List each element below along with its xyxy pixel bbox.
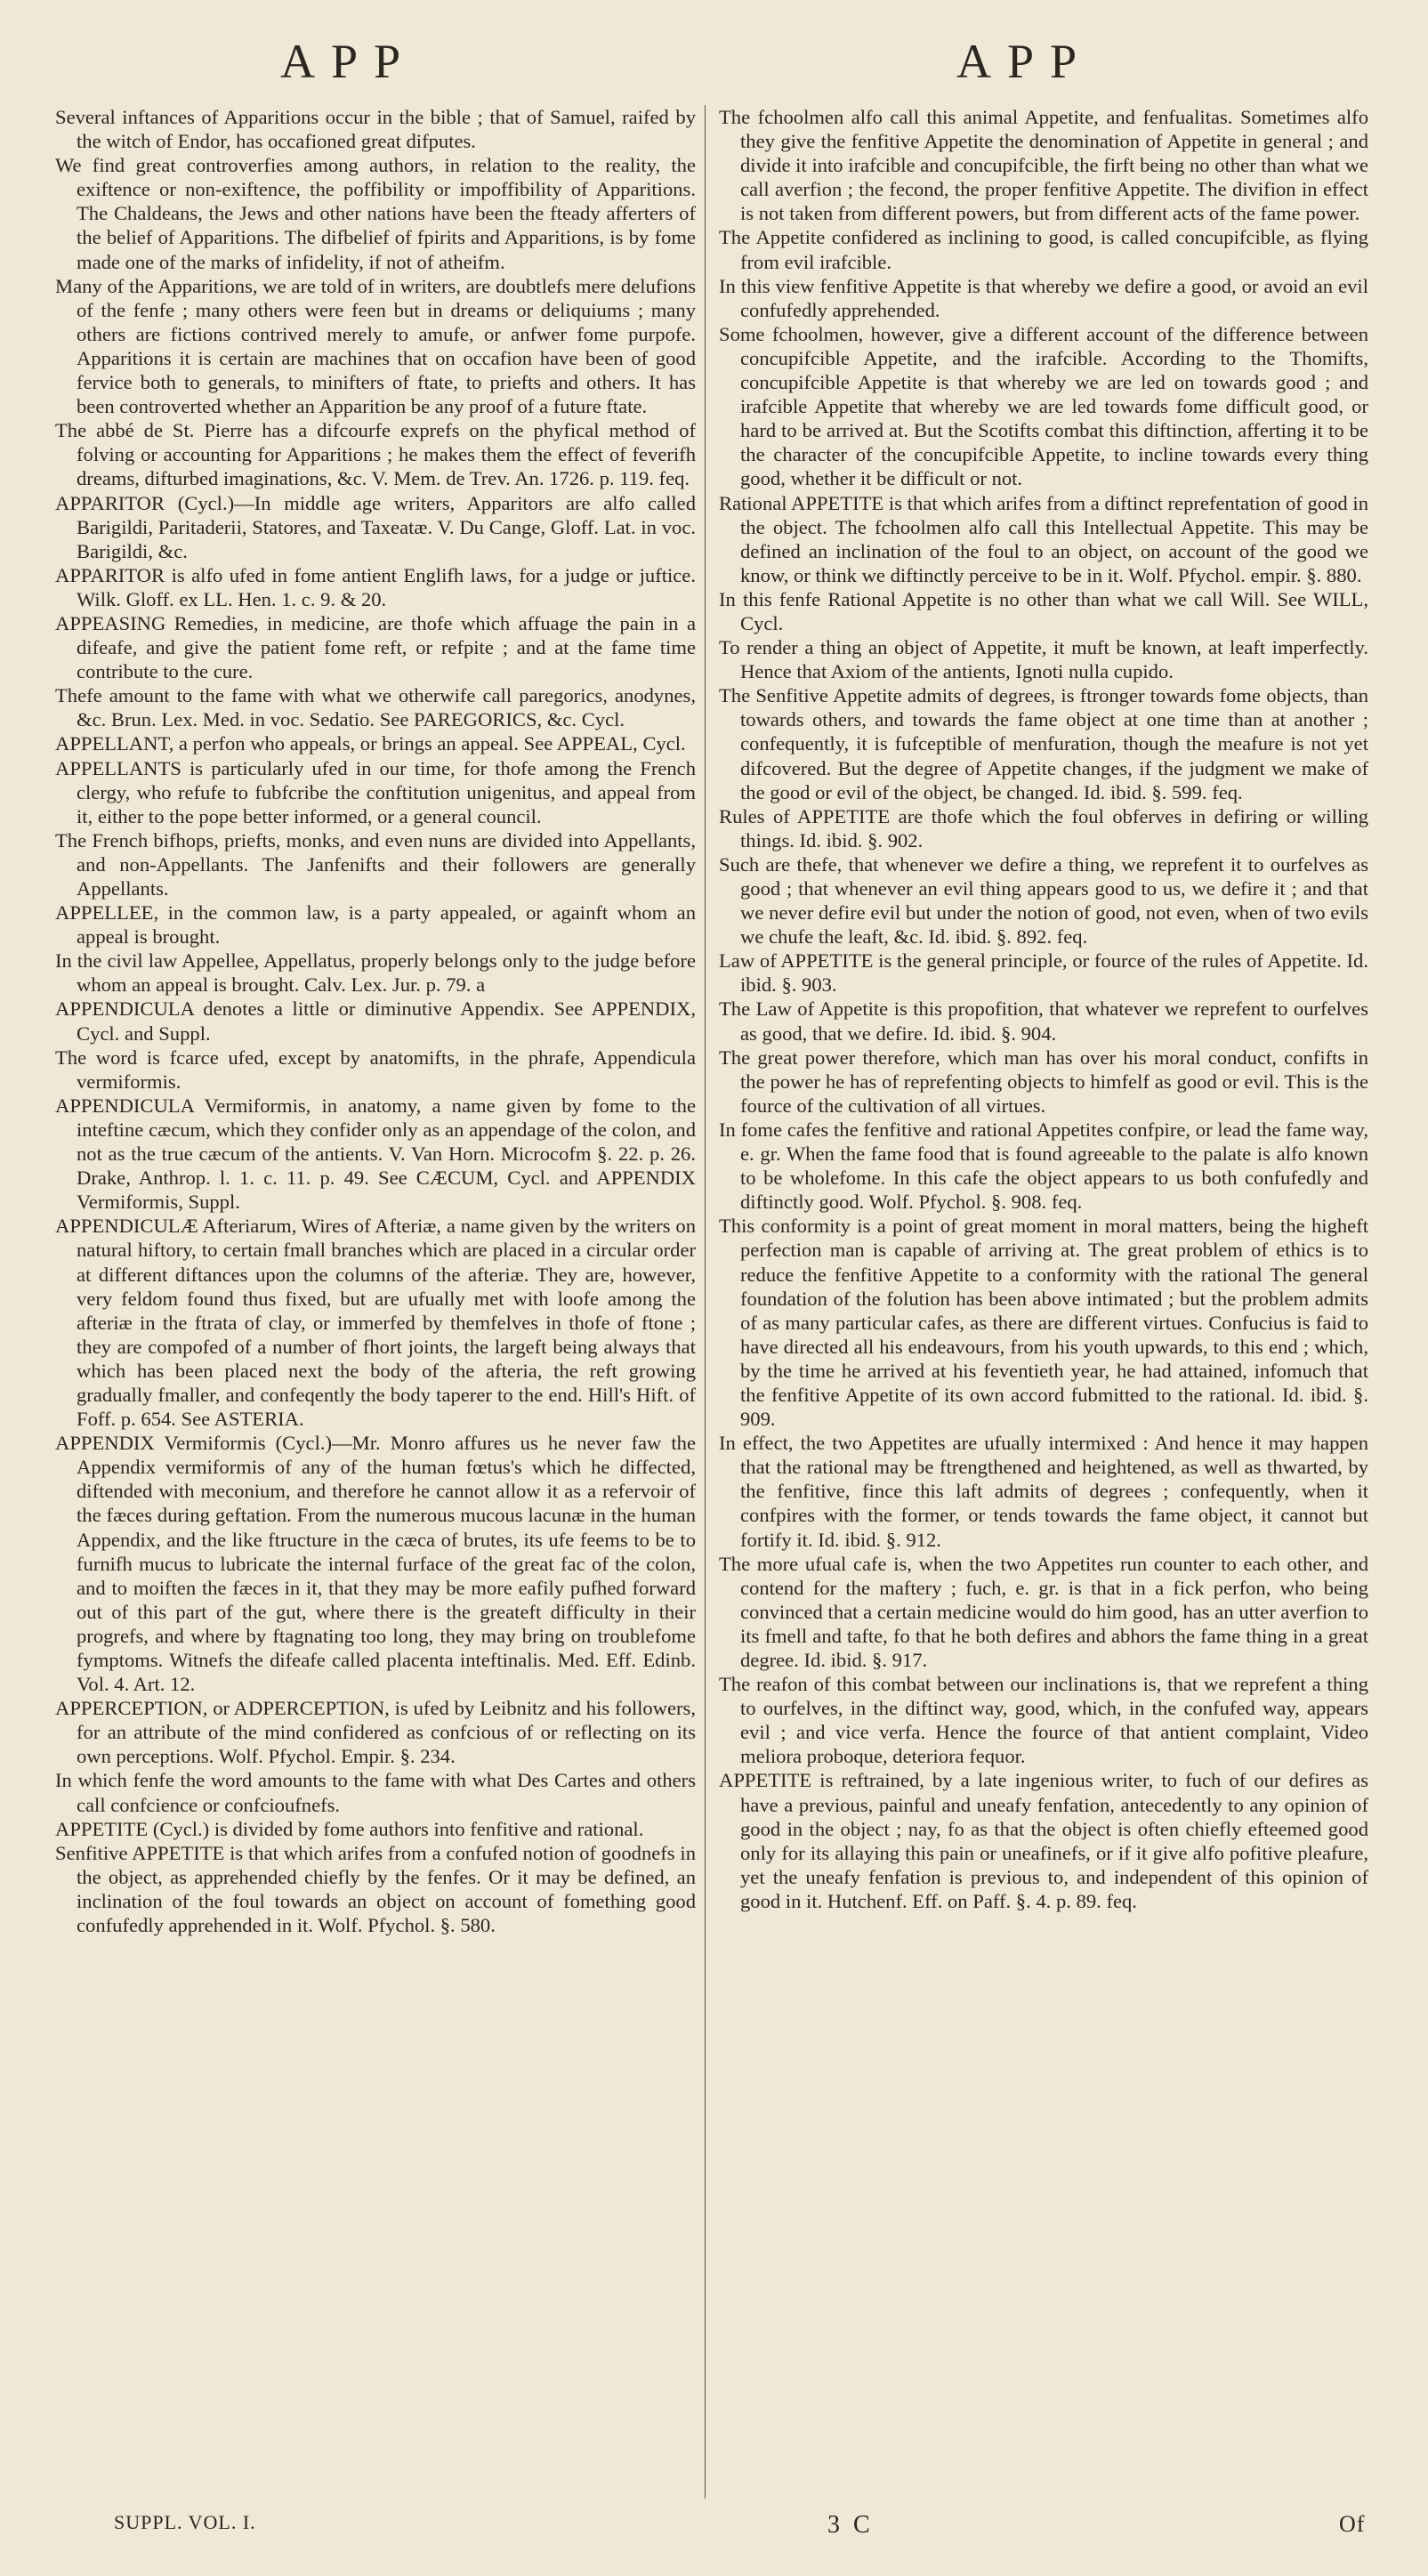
paragraph: APPENDICULA denotes a little or diminutive Appendix. See APPENDIX, Cycl. and Suppl. bbox=[55, 997, 696, 1045]
paragraph: In fome cafes the fenfitive and rational Appetites confpire, or lead the fame way, e. gr. When the fame food that is found agreeable to the palate is alfo known to be wholefome. In this cafe the object appears to us both confufedly and diftinctly good. Wolf. Pfychol. §. 908. feq. bbox=[719, 1118, 1368, 1214]
running-head-right: APP bbox=[956, 35, 1093, 88]
paragraph: Thefe amount to the fame with what we otherwife call paregorics, anodynes, &c. Brun. Lex. Med. in voc. Sedatio. See PAREGORICS, &c. Cycl. bbox=[55, 684, 696, 731]
paragraph: Senfitive APPETITE is that which arifes from a confufed notion of goodnefs in the object, as apprehended chiefly by the fenfes. Or it may be defined, an inclination of the foul towards an object on account of fomething good confufedly apprehended in it. Wolf. Pfychol. §. 580. bbox=[55, 1841, 696, 1937]
paragraph: APPARITOR (Cycl.)—In middle age writers, Apparitors are alfo called Barigildi, Paritaderii, Statores, and Taxeatæ. V. Du Cange, Gloff. Lat. in voc. Barigildi, &c. bbox=[55, 491, 696, 562]
paragraph: We find great controverfies among authors, in relation to the reality, the exiftence or non-exiftence, the poffibility or impoffibility of Apparitions. The Chaldeans, the Jews and other nations have been the fteady afferters of the belief of Apparitions. The difbelief of fpirits and Apparitions, is by fome made one of the marks of infidelity, if not of atheifm. bbox=[55, 154, 696, 273]
paragraph: Rational APPETITE is that which arifes from a diftinct reprefentation of good in the object. The fchoolmen alfo call this Intellectual Appetite. This may be defined an inclination of the foul to an object, on account of the good we know, or think we diftinctly perceive to be in it. Wolf. Pfychol. empir. §. 880. bbox=[719, 491, 1368, 586]
paragraph: In this view fenfitive Appetite is that whereby we defire a good, or avoid an evil confufedly apprehended. bbox=[719, 274, 1368, 321]
left-column bbox=[55, 105, 696, 1937]
running-head-left: APP bbox=[280, 35, 417, 88]
paragraph: Several inftances of Apparitions occur in the bible ; that of Samuel, raifed by the witch of Endor, has occafioned great difputes. bbox=[55, 106, 696, 153]
column-divider bbox=[705, 105, 706, 2499]
paragraph: The Law of Appetite is this propofition, that whatever we reprefent to ourfelves as good, that we defire. Id. ibid. §. 904. bbox=[719, 997, 1368, 1045]
paragraph: APPELLEE, in the common law, is a party appealed, or againft whom an appeal is brought. bbox=[55, 901, 696, 949]
paragraph: This conformity is a point of great moment in moral matters, being the higheft perfection man is capable of arriving at. The great problem of ethics is to reduce the fenfitive Appetite to a conformity with the rational The general foundation of the folution has been above intimated ; but the problem admits of as many particular cafes, as there are different virtues. Confucius is faid to have directed all his endeavours, from his youth upwards, to this end ; which, by the time he arrived at his feventieth year, he had attained, infomuch that the fenfitive Appetite of its own accord fubmitted to the rational. Id. ibid. §. 909. bbox=[719, 1215, 1368, 1431]
paragraph: The Appetite confidered as inclining to good, is called concupifcible, as flying from evil irafcible. bbox=[719, 226, 1368, 273]
paragraph: APPELLANTS is particularly ufed in our time, for thofe among the French clergy, who refufe to fubfcribe the conftitution unigenitus, and appeal from it, either to the pope better informed, or a general council. bbox=[55, 756, 696, 828]
paragraph: To render a thing an object of Appetite, it muft be known, at leaft imperfectly. Hence that Axiom of the antients, Ignoti nulla cupido. bbox=[719, 636, 1368, 683]
paragraph: The word is fcarce ufed, except by anatomifts, in the phrafe, Appendicula vermiformis. bbox=[55, 1046, 696, 1093]
paragraph: APPEASING Remedies, in medicine, are thofe which affuage the pain in a difeafe, and give the patient fome reft, or refpite ; and at the fame time contribute to the cure. bbox=[55, 611, 696, 683]
footer-signature: 3 C bbox=[827, 2511, 874, 2539]
paragraph: APPETITE is reftrained, by a late ingenious writer, to fuch of our defires as have a previous, painful and uneafy fenfation, antecedently to any opinion of good in the object ; nay, fo as that the object is often chiefly efteemed good only for its allaying this pain or uneafinefs, or if it give alfo pofitive pleafure, yet the uneafy fenfation is previous to, and independent of this opinion of good in it. Hutchenf. Eff. on Paff. §. 4. p. 89. feq. bbox=[719, 1769, 1368, 1912]
paragraph: The French bifhops, priefts, monks, and even nuns are divided into Appellants, and non-Appellants. The Janfenifts and their followers are generally Appellants. bbox=[55, 828, 696, 900]
paragraph: In effect, the two Appetites are ufually intermixed : And hence it may happen that the rational may be ftrengthened and heightened, as well as thwarted, by the fenfitive, fince this laft admits of degrees ; confequently, when it confpires with the former, or tends towards the fame object, it cannot but fortify it. Id. ibid. §. 912. bbox=[719, 1432, 1368, 1551]
paragraph: The great power therefore, which man has over his moral conduct, confifts in the power he has of reprefenting objects to himfelf as good or evil. This is the fource of the cultivation of all virtues. bbox=[719, 1046, 1368, 1117]
paragraph: APPENDICULA Vermiformis, in anatomy, a name given by fome to the inteftine cæcum, which they confider only as an appendage of the colon, and not as the true cæcum of the antients. V. Van Horn. Microcofm §. 22. p. 26. Drake, Anthrop. l. 1. c. 11. p. 49. See CÆCUM, Cycl. and APPENDIX Vermiformis, Suppl. bbox=[55, 1094, 696, 1214]
paragraph: The more ufual cafe is, when the two Appetites run counter to each other, and contend for the maftery ; fuch, e. gr. is that in a fick perfon, who being convinced that a certain medicine would do him good, has an utter averfion to its fmell and tafte, fo that he both defires and abhors the fame thing in a great degree. Id. ibid. §. 917. bbox=[719, 1552, 1368, 1671]
paragraph: Many of the Apparitions, we are told of in writers, are doubtlefs mere delufions of the fenfe ; many others were feen but in dreams or deliquiums ; many others are fictions contrived merely to amufe, or anfwer fome purpofe. Apparitions it is certain are machines that on occafion have been of good fervice both to generals, to minifters of ftate, to priefts and others. It has been controverted whether an Apparition be any proof of a future ftate. bbox=[55, 274, 696, 418]
paragraph: APPELLANT, a perfon who appeals, or brings an appeal. See APPEAL, Cycl. bbox=[55, 732, 686, 755]
paragraph: The reafon of this combat between our inclinations is, that we reprefent a thing to ourfelves, in the diftinct way, good, which, in the confufed way, appears evil ; and vice verfa. Hence the fource of that antient complaint, Video meliora proboque, deteriora fequor. bbox=[719, 1673, 1368, 1768]
footer-catchword: Of bbox=[1339, 2511, 1366, 2537]
paragraph: Rules of APPETITE are thofe which the foul obferves in defiring or willing things. Id. ibid. §. 902. bbox=[719, 804, 1368, 852]
paragraph: In this fenfe Rational Appetite is no other than what we call Will. See WILL, Cycl. bbox=[719, 587, 1368, 634]
paragraph: Such are thefe, that whenever we defire a thing, we reprefent it to ourfelves as good ; that whenever an evil thing appears good to us, we defire it ; and that we never defire evil but under the notion of good, not even, when of two evils we chufe the leaft, &c. Id. ibid. §. 892. feq. bbox=[719, 852, 1368, 949]
paragraph: APPERCEPTION, or ADPERCEPTION, is ufed by Leibnitz and his followers, for an attribute of the mind confidered as confcious of or reflecting on its own perceptions. Wolf. Pfychol. Empir. §. 234. bbox=[55, 1697, 696, 1768]
paragraph: APPETITE (Cycl.) is divided by fome authors into fenfitive and rational. bbox=[55, 1817, 644, 1840]
paragraph: The fchoolmen alfo call this animal Appetite, and fenfualitas. Sometimes alfo they give the fenfitive Appetite the denomination of Appetite in general ; and divide it into irafcible and concupifcible, the firft being no other than what we call averfion ; the fecond, the proper fenfitive Appetite. The divifion in effect is not taken from different powers, but from different acts of the fame power. bbox=[719, 106, 1368, 225]
footer-volume: SUPPL. VOL. I. bbox=[114, 2511, 256, 2533]
paragraph: APPARITOR is alfo ufed in fome antient Englifh laws, for a judge or juftice. Wilk. Gloff. ex LL. Hen. 1. c. 9. & 20. bbox=[55, 563, 696, 610]
paragraph: APPENDICULÆ Afteriarum, Wires of Afteriæ, a name given by the writers on natural hiftory, to certain fmall branches which are placed in a circular order at different diftances upon the columns of the afteriæ. They are, however, very feldom found thus fixed, but are ufually met with loofe among the afteriæ in the ftrata of clay, or immerfed by themfelves in thofe of ftone ; they are compofed of a number of fhort joints, the largeft being always that which has been placed next the body of the afteria, the reft growing gradually fmaller, and confeqently the body taperer to the end. Hill's Hift. of Foff. p. 654. See ASTERIA. bbox=[55, 1215, 696, 1431]
paragraph: The Senfitive Appetite admits of degrees, is ftronger towards fome objects, than towards others, and towards the fame object at one time than at another ; confequently, it is fufceptible of menfuration, though the meafure is not yet difcovered. But the degree of Appetite changes, if the judgment we make of the good or evil of the object, be changed. Id. ibid. §. 599. feq. bbox=[719, 684, 1368, 803]
paragraph: Law of APPETITE is the general principle, or fource of the rules of Appetite. Id. ibid. §. 903. bbox=[719, 949, 1368, 997]
paragraph: Some fchoolmen, however, give a different account of the difference between concupifcible Appetite, and the irafcible. According to the Thomifts, concupifcible Appetite is that whereby we are led on towards good ; and irafcible Appetite that whereby we are led towards fome difficult good, or hard to be arrived at. But the Scotifts combat this diftinction, afferting it to be the character of the concupifcible Appetite, to incline towards every thing good, whether it be difficult or not. bbox=[719, 322, 1368, 490]
right-column bbox=[719, 105, 1368, 1913]
paragraph: APPENDIX Vermiformis (Cycl.)—Mr. Monro affures us he never faw the Appendix vermiformis of any of the human fœtus's which he diffected, diftended with meconium, and therefore he cannot allow it as a refervoir of the fæces during geftation. From the numerous mucous lacunæ in the human Appendix, and the like ftructure in the cæca of brutes, its ufe feems to be to furnifh mucus to lubricate the internal furface of the great fac of the colon, and to moiften the fæces in it, that they may be more eafily pufhed forward out of this part of the gut, where there is the greateft difficulty in their progrefs, and where by ftagnating too long, they may bring on troublefome fymptoms. Witnefs the difeafe called placenta inteftinalis. Med. Eff. Edinb. Vol. 4. Art. 12. bbox=[55, 1432, 696, 1696]
paragraph: The abbé de St. Pierre has a difcourfe exprefs on the phyfical method of folving or accounting for Apparitions ; he makes them the effect of feverifh dreams, difturbed imaginations, &c. V. Mem. de Trev. An. 1726. p. 119. feq. bbox=[55, 419, 696, 490]
paragraph: In which fenfe the word amounts to the fame with what Des Cartes and others call confcience or confcioufnefs. bbox=[55, 1769, 696, 1816]
paragraph: In the civil law Appellee, Appellatus, properly belongs only to the judge before whom an appeal is brought. Calv. Lex. Jur. p. 79. a bbox=[55, 949, 696, 997]
